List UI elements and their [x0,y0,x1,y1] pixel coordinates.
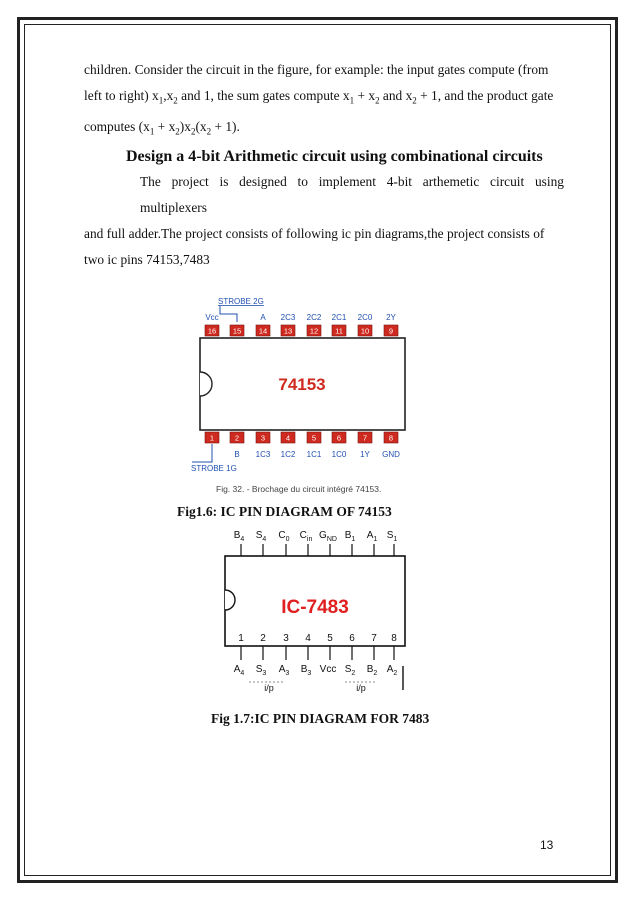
bottom-label-7483: $A_4$ [233,664,245,677]
bottom-pin-number-7483: 8 [391,633,397,644]
top-label-74153: 2C0 [357,313,373,322]
bottom-pin-number: 7 [362,433,368,443]
bottom-label-74153: 1C2 [280,450,296,459]
bottom-label-74153: 1C0 [331,450,347,459]
section-heading: Design a 4-bit Arithmetic circuit using combinational circuits [126,148,543,165]
bottom-label-74153: 1C1 [306,450,322,459]
top-pin-number: 10 [360,326,370,336]
bottom-label-7483: Vcc [319,664,337,675]
bottom-label-74153: 1Y [360,450,370,459]
bottom-label-7483: $A_2$ [386,664,398,677]
bottom-pin-number-7483: 4 [305,633,311,644]
ic-74153-diagram [180,292,430,502]
top-pin-number: 16 [207,326,217,336]
intro-line-3: computes $(x_1 + x_2)x_2(x_2 + 1)$. [84,118,240,137]
top-pin-number: 12 [309,326,319,336]
top-label-74153: 2C2 [306,313,322,322]
bottom-pin-number-7483: 2 [260,633,266,644]
bottom-pin-number: 6 [336,433,342,443]
bottom-pin-number-7483: 6 [349,633,355,644]
body-line-1: The project is designed to implement 4-bit arthemetic circuit using multiplexers [140,174,564,215]
body-line-3: two ic pins 74153,7483 [84,252,210,267]
top-label-74153: 2C1 [331,313,347,322]
bottom-label-7483: $A_3$ [278,664,290,677]
bottom-pin-number-7483: 1 [238,633,244,644]
bottom-label-74153: B [234,450,240,459]
strobe-bottom-label: STROBE 1G [191,464,237,473]
top-pin-number: 15 [232,326,242,336]
ic-7483-diagram [205,522,425,694]
top-label-7483: $B_1$ [344,530,356,543]
top-label-7483: $C_{in}$ [299,530,313,543]
bottom-pin-number-7483: 5 [327,633,333,644]
top-label-7483: $B_4$ [233,530,245,543]
strobe-top-line [220,306,237,322]
bottom-pin-number: 3 [260,433,266,443]
bottom-pin-number-7483: 3 [283,633,289,644]
io-label-left: i/p [264,683,274,693]
figure-caption-7483: Fig 1.7:IC PIN DIAGRAM FOR 7483 [211,711,430,726]
bottom-label-7483: $B_2$ [366,664,378,677]
body-line-2: and full adder.The project consists of following ic pin diagrams,the project consists of [84,226,545,241]
top-label-74153: 2Y [386,313,396,322]
strobe-bottom-line [192,444,212,462]
io-label-right: i/p [356,683,366,693]
bottom-label-74153: GND [382,450,400,459]
figure-note-74153: Fig. 32. - Brochage du circuit intégré 74153. [216,484,382,494]
top-label-7483: $A_1$ [366,530,378,543]
bottom-pin-number-7483: 7 [371,633,377,644]
intro-line-1: children. Consider the circuit in the figure, for example: the input gates compute (from [84,62,549,77]
top-pin-number: 11 [335,326,343,336]
intro-line-2: left to right) $x_1,x_2$ and 1, the sum gates compute $x_1 + x_2$ and $x_2 + 1$, and the product gate [84,88,554,106]
chip-label-7483: IC-7483 [281,597,349,618]
top-label-74153: Vcc [205,313,219,322]
bottom-pin-number: 1 [209,433,215,443]
top-label-7483: $C_0$ [278,530,290,543]
bottom-pin-number: 5 [311,433,317,443]
chip-label-74153: 74153 [278,375,326,394]
bottom-pin-number: 2 [234,433,240,443]
top-label-7483: $G_{ND}$ [319,530,337,543]
bottom-label-74153: 1C3 [255,450,271,459]
top-label-74153: A [260,313,266,322]
top-label-7483: $S_4$ [255,530,267,543]
bottom-pin-number: 4 [285,433,291,443]
strobe-top-label: STROBE 2G [218,297,264,306]
top-pin-number: 13 [283,326,293,336]
bottom-label-7483: $S_3$ [255,664,267,677]
top-label-74153: 2C3 [280,313,296,322]
bottom-label-7483: $S_2$ [344,664,356,677]
top-pin-number: 9 [388,326,394,336]
page-number: 13 [540,838,554,852]
bottom-pin-number: 8 [388,433,394,443]
body-paragraph [84,169,564,273]
intro-paragraph [84,57,564,144]
top-pin-number: 14 [258,326,268,336]
bottom-label-7483: $B_3$ [300,664,312,677]
top-label-7483: $S_1$ [386,530,398,543]
figure-caption-74153: Fig1.6: IC PIN DIAGRAM OF 74153 [177,504,392,519]
